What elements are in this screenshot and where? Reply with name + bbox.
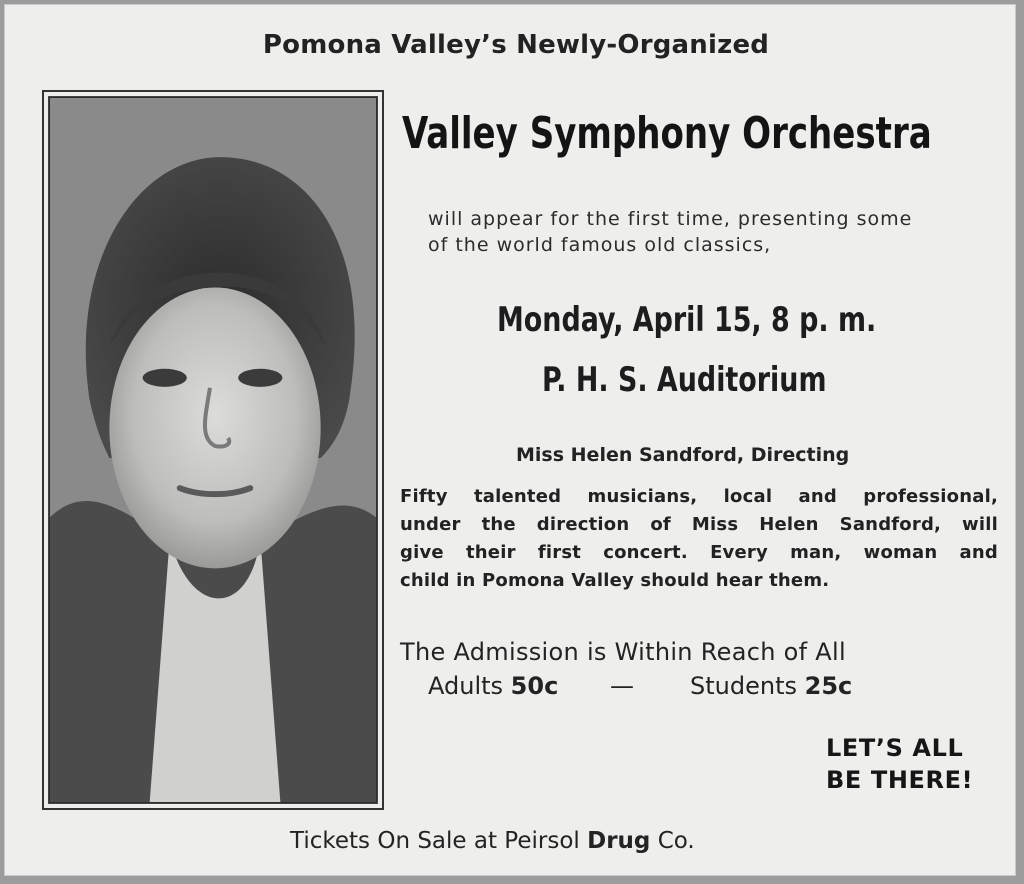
- adults-amount: 50c: [510, 672, 559, 700]
- concert-venue: P. H. S. Auditorium: [542, 360, 827, 400]
- portrait-photo-frame: [42, 90, 384, 810]
- portrait-illustration: [49, 97, 377, 803]
- newspaper-ad: [4, 4, 1016, 876]
- cta-line-2: BE THERE!: [826, 766, 974, 794]
- ticket-info: [290, 828, 695, 854]
- adults-price: [428, 672, 558, 700]
- body-line-3: give their first concert. Every man, woman and: [400, 542, 998, 563]
- body-paragraph: [400, 483, 998, 595]
- students-label: Students: [690, 672, 797, 700]
- orchestra-title: Valley Symphony Orchestra: [402, 108, 932, 159]
- director-line: Miss Helen Sandford, Directing: [516, 444, 850, 466]
- body-line-4: child in Pomona Valley should hear them.: [400, 570, 830, 591]
- students-price: [690, 672, 852, 700]
- intro-line-1: will appear for the first time, presenting some: [428, 208, 913, 230]
- tickets-suffix: Co.: [657, 828, 695, 854]
- admission-line: The Admission is Within Reach of All: [400, 638, 846, 666]
- price-dash: —: [610, 672, 634, 700]
- body-line-2: under the direction of Miss Helen Sandford, will: [400, 514, 998, 535]
- call-to-action: [826, 732, 973, 796]
- adults-label: Adults: [428, 672, 504, 700]
- cta-line-1: LET’S ALL: [826, 734, 964, 762]
- intro-line-2: of the world famous old classics,: [428, 234, 772, 256]
- portrait-photo: [48, 96, 378, 804]
- students-amount: 25c: [804, 672, 853, 700]
- kicker-headline: Pomona Valley’s Newly-Organized: [262, 30, 770, 60]
- tickets-bold: Drug: [587, 828, 651, 854]
- body-line-1: Fifty talented musicians, local and professional,: [400, 486, 998, 507]
- concert-date: Monday, April 15, 8 p. m.: [497, 300, 877, 340]
- tickets-prefix: Tickets On Sale at Peirsol: [290, 828, 580, 854]
